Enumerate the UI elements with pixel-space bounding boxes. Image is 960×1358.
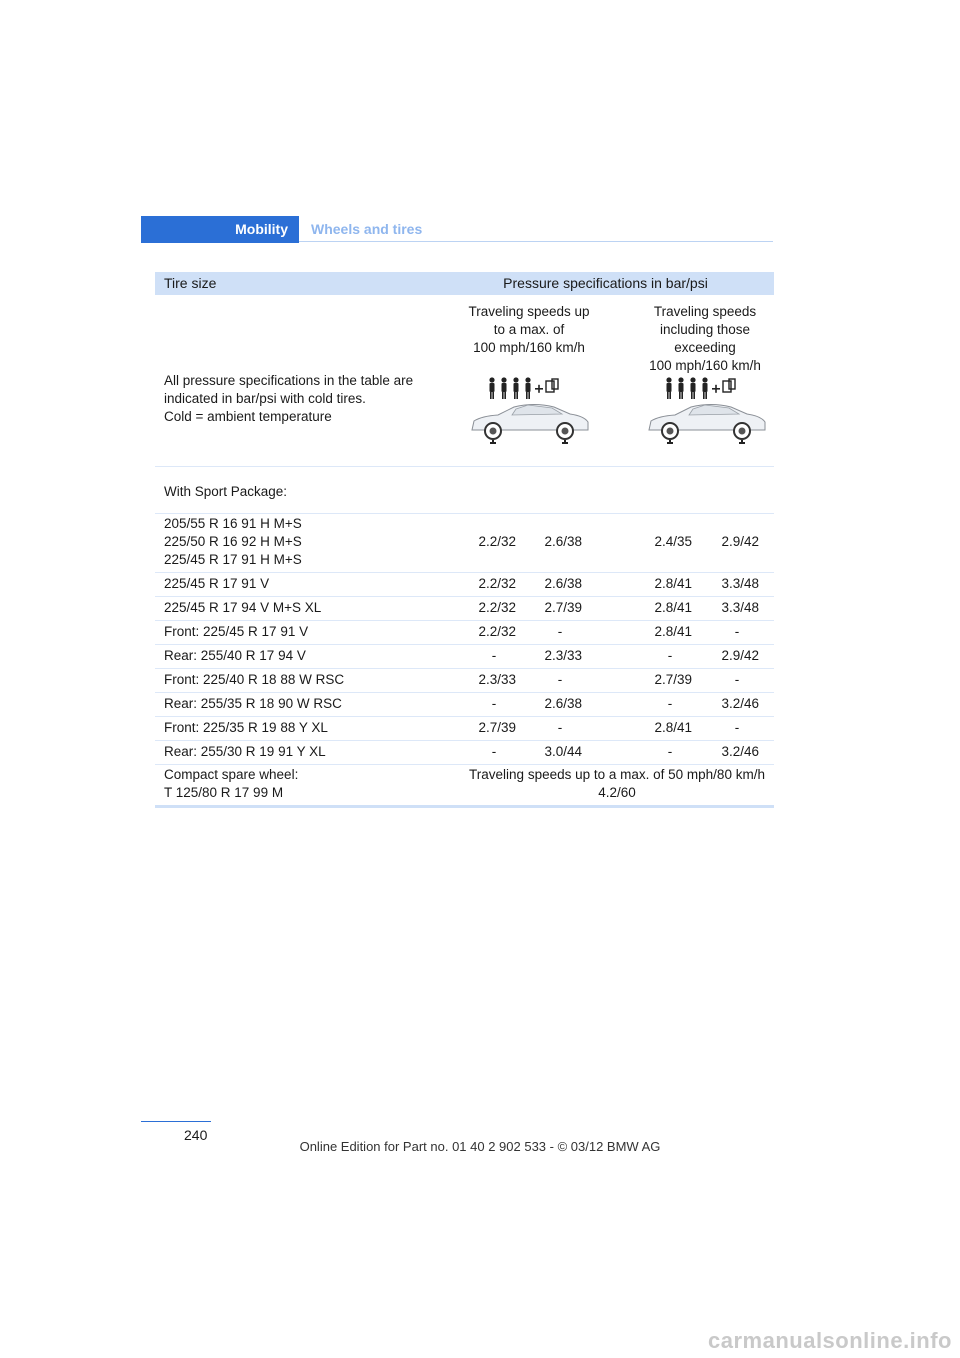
tire-size-line: 225/45 R 17 91 H M+S <box>164 552 302 567</box>
pressure-front-normal: - <box>491 696 497 711</box>
table-row <box>155 514 774 573</box>
pressure-rear-normal: - <box>557 624 563 639</box>
table-row <box>155 645 774 669</box>
page-number: 240 <box>184 1127 208 1143</box>
intro-note-line: Cold = ambient temperature <box>164 409 332 424</box>
header-rule <box>299 241 773 242</box>
speed-exceeding-line: 100 mph/160 km/h <box>649 358 761 373</box>
pressure-front-high: - <box>667 744 673 759</box>
speed-up-to-line: Traveling speeds up <box>468 304 590 319</box>
table-row <box>155 669 774 693</box>
tire-pressure-table <box>155 272 774 808</box>
tire-size-label: Rear: 255/30 R 19 91 Y XL <box>164 744 326 759</box>
tire-size-label: Front: 225/35 R 19 88 Y XL <box>164 720 328 735</box>
table-header <box>155 272 774 295</box>
footer-rule <box>141 1121 211 1122</box>
spare-wheel-line: Compact spare wheel: <box>164 767 299 782</box>
pressure-front-high: 2.4/35 <box>654 534 692 549</box>
intro-note-line: All pressure specifications in the table are <box>164 373 414 388</box>
pressure-front-high: 2.8/41 <box>654 624 692 639</box>
speed-exceeding-line: including those <box>659 322 751 337</box>
tire-size-label: 225/45 R 17 91 V <box>164 576 270 591</box>
tire-size-line: 225/50 R 16 92 H M+S <box>164 534 302 549</box>
sport-package-label: With Sport Package: <box>164 484 288 499</box>
speed-up-to-line: to a max. of <box>493 322 565 337</box>
table-row <box>155 693 774 717</box>
passenger-figures-icon <box>489 377 558 399</box>
pressure-front-normal: - <box>491 648 497 663</box>
speed-up-to-line: 100 mph/160 km/h <box>473 340 585 355</box>
spare-wheel-row <box>155 765 774 808</box>
pressure-rear-normal: 2.6/38 <box>544 534 582 549</box>
speed-exceeding-line: exceeding <box>674 340 736 355</box>
intro-row <box>155 370 774 467</box>
pressure-rear-normal: 2.6/38 <box>544 696 582 711</box>
pressure-front-high: 2.8/41 <box>654 576 692 591</box>
pressure-rear-normal: - <box>557 672 563 687</box>
pressure-rear-high: - <box>734 672 740 687</box>
pressure-rear-high: 2.9/42 <box>721 534 759 549</box>
pressure-rear-high: 3.2/46 <box>721 696 759 711</box>
speed-up-to-heading <box>454 303 604 357</box>
sport-package-row <box>155 467 774 514</box>
table-row <box>155 741 774 765</box>
tire-size-label: Rear: 255/40 R 17 94 V <box>164 648 306 663</box>
pressure-front-normal: 2.2/32 <box>478 624 516 639</box>
online-edition-note: Online Edition for Part no. 01 40 2 902 533 - © 03/12 BMW AG <box>299 1139 661 1154</box>
speed-exceeding-heading <box>630 303 780 375</box>
header-tire-size: Tire size <box>164 275 217 291</box>
pressure-rear-high: 3.3/48 <box>721 600 759 615</box>
intro-note-line: indicated in bar/psi with cold tires. <box>164 391 366 406</box>
tire-size-label: 225/45 R 17 94 V M+S XL <box>164 600 322 615</box>
tire-size-label: Front: 225/40 R 18 88 W RSC <box>164 672 345 687</box>
tire-size-label: Rear: 255/35 R 18 90 W RSC <box>164 696 342 711</box>
pressure-front-high: 2.7/39 <box>654 672 692 687</box>
section-title: Wheels and tires <box>311 221 423 237</box>
pressure-front-high: 2.8/41 <box>654 600 692 615</box>
pressure-front-normal: 2.2/32 <box>478 576 516 591</box>
watermark: carmanualsonline.info <box>708 1328 952 1353</box>
pressure-front-normal: - <box>491 744 497 759</box>
pressure-rear-normal: - <box>557 720 563 735</box>
spare-pressure-value: 4.2/60 <box>598 785 636 800</box>
table-row <box>155 717 774 741</box>
pressure-front-high: 2.8/41 <box>654 720 692 735</box>
chapter-tab: Mobility <box>141 216 299 243</box>
table-row <box>155 621 774 645</box>
spare-speed-note: Traveling speeds up to a max. of 50 mph/80 km/h <box>469 767 765 782</box>
pressure-front-high: - <box>667 648 673 663</box>
pressure-rear-high: 3.3/48 <box>721 576 759 591</box>
pressure-rear-high: - <box>734 720 740 735</box>
pressure-rear-normal: 2.7/39 <box>544 600 582 615</box>
pressure-rear-normal: 2.6/38 <box>544 576 582 591</box>
spare-wheel-pressure <box>460 766 774 802</box>
pressure-rear-normal: 3.0/44 <box>544 744 582 759</box>
spare-wheel-label <box>164 766 298 802</box>
pressure-front-normal: 2.3/33 <box>478 672 516 687</box>
pressure-front-normal: 2.7/39 <box>478 720 516 735</box>
pressure-front-normal: 2.2/32 <box>478 600 516 615</box>
header-pressure: Pressure specifications in bar/psi <box>503 275 708 291</box>
car-load-illustration-icon <box>645 374 769 444</box>
pressure-rear-normal: 2.3/33 <box>544 648 582 663</box>
speed-exceeding-line: Traveling speeds <box>653 304 757 319</box>
car-load-illustration-icon <box>468 374 592 444</box>
pressure-rear-high: 3.2/46 <box>721 744 759 759</box>
pressure-front-high: - <box>667 696 673 711</box>
tire-size-label: Front: 225/45 R 17 91 V <box>164 624 309 639</box>
pressure-rear-high: - <box>734 624 740 639</box>
passenger-figures-icon <box>666 377 735 399</box>
pressure-front-normal: 2.2/32 <box>478 534 516 549</box>
intro-note <box>164 372 434 426</box>
spare-wheel-line: T 125/80 R 17 99 M <box>164 785 284 800</box>
table-row <box>155 597 774 621</box>
speed-subheader <box>155 295 774 373</box>
table-row <box>155 573 774 597</box>
tire-size-line: 205/55 R 16 91 H M+S <box>164 516 302 531</box>
pressure-rear-high: 2.9/42 <box>721 648 759 663</box>
tire-size-label <box>164 515 302 569</box>
